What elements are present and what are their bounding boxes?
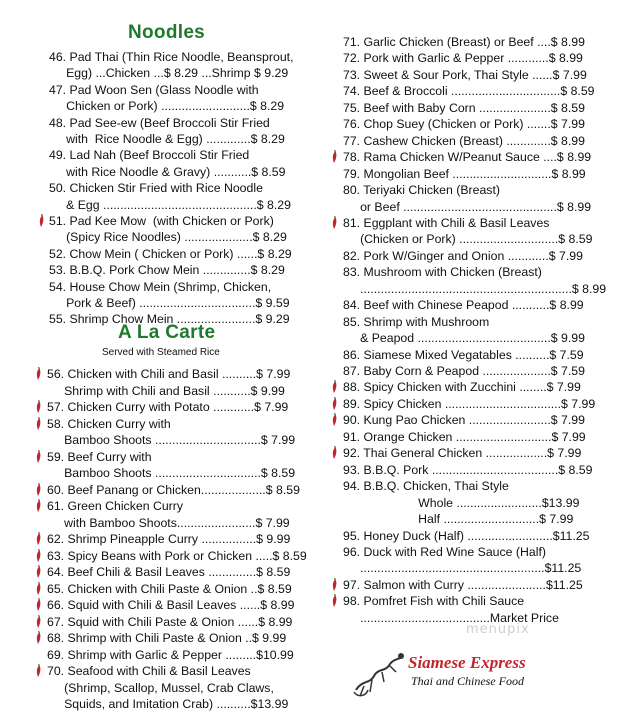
menu-line: 91. Orange Chicken ............................$ 7.99 [343, 429, 586, 444]
menu-line: 66. Squid with Chili & Basil Leaves ......$ 8.99 [47, 598, 295, 612]
chili-pepper-icon [331, 397, 338, 411]
menu-line: (Spicy Rice Noodles) ....................$ 8.29 [49, 230, 287, 245]
watermark: menupix [466, 622, 530, 637]
menu-line: 55. Shrimp Chow Mein .......................$ 9.29 [49, 312, 290, 327]
menu-line: 64. Beef Chili & Basil Leaves ..............$ 8.59 [47, 565, 291, 579]
menu-line: 69. Shrimp with Garlic & Pepper .........$10.99 [47, 647, 294, 662]
section-title-a-la-carte: A La Carte [118, 322, 216, 343]
menu-line: 49. Lad Nah (Beef Broccoli Stir Fried [49, 148, 250, 163]
chili-pepper-icon [35, 631, 42, 645]
menu-line: 72. Pork with Garlic & Pepper ............$ 8.99 [343, 51, 583, 66]
menu-line: (Shrimp, Scallop, Mussel, Crab Claws, [47, 680, 274, 695]
menu-line: 82. Pork W/Ginger and Onion ............$ 7.99 [343, 248, 583, 263]
menu-line: 65. Chicken with Chili Paste & Onion ..$ 8.59 [47, 581, 292, 596]
menu-line: Squids, and Imitation Crab) ..........$13.99 [47, 697, 289, 711]
menu-line: 93. B.B.Q. Pork .....................................$ 8.59 [343, 462, 593, 477]
menu-line: Whole .........................$13.99 [343, 495, 580, 510]
menu-line: 67. Squid with Chili Paste & Onion ......$ 8.99 [47, 614, 293, 629]
menu-line: Bamboo Shoots ...............................$ 8.59 [47, 466, 296, 480]
menu-line: 59. Beef Curry with [47, 449, 152, 464]
chili-pepper-icon [331, 578, 338, 592]
menu-line: 70. Seafood with Chili & Basil Leaves [47, 664, 251, 678]
menu-line: 88. Spicy Chicken with Zucchini ........$ 7.99 [343, 380, 581, 395]
menu-line: ......................................................$11.25 [343, 561, 582, 576]
menu-line: Shrimp with Chili and Basil ...........$ 9.99 [47, 383, 285, 398]
menu-line: 57. Chicken Curry with Potato ............$ 7.99 [47, 400, 289, 414]
menu-line: 83. Mushroom with Chicken (Breast) [343, 265, 542, 280]
chili-pepper-icon [331, 150, 338, 164]
menu-line: 85. Shrimp with Mushroom [343, 314, 490, 329]
menu-line: 58. Chicken Curry with [47, 416, 171, 431]
menu-line: 98. Pomfret Fish with Chili Sauce [343, 594, 525, 609]
menu-line: 86. Siamese Mixed Vegatables ..........$ 7.59 [343, 347, 584, 362]
chili-pepper-icon [35, 450, 42, 464]
chili-pepper-icon [35, 598, 42, 612]
chili-pepper-icon [35, 483, 42, 497]
menu-line: 68. Shrimp with Chili Paste & Onion ..$ 9.99 [47, 631, 287, 645]
chili-pepper-icon [35, 664, 42, 678]
menu-line: 80. Teriyaki Chicken (Breast) [343, 183, 500, 198]
menu-line: & Peapod .......................................$ 9.99 [343, 331, 585, 346]
menu-line: 81. Eggplant with Chili & Basil Leaves [343, 215, 550, 230]
menu-line: 79. Mongolian Beef .............................$ 8.99 [343, 166, 586, 181]
menu-line: with Rice Noodle & Egg) .............$ 8.29 [49, 132, 285, 146]
chili-pepper-icon [331, 594, 338, 608]
menu-line: 61. Green Chicken Curry [47, 499, 184, 513]
menu-line: 87. Baby Corn & Peapod ....................$ 7.59 [343, 364, 585, 378]
menu-line: or Beef .............................................$ 8.99 [343, 199, 592, 214]
chili-pepper-icon [35, 417, 42, 431]
menu-line: ......................................Market Price [343, 610, 559, 625]
menu-line: 77. Cashew Chicken (Breast) .............$ 8.99 [343, 133, 585, 148]
menu-line: 52. Chow Mein ( Chicken or Pork) ......$ 8.29 [49, 246, 292, 261]
menu-line: 51. Pad Kee Mow (with Chicken or Pork) [49, 214, 274, 228]
section-title-noodles: Noodles [128, 22, 206, 43]
chili-pepper-icon [38, 214, 45, 228]
menu-line: 92. Thai General Chicken ..................$ 7.99 [343, 446, 582, 461]
menu-line: Pork & Beef) ..................................$ 9.59 [49, 296, 290, 310]
menu-line: with Bamboo Shoots.......................$ 7.99 [47, 515, 290, 530]
dragon-logo-icon [350, 650, 406, 700]
menu-line: 94. B.B.Q. Chicken, Thai Style [343, 479, 509, 494]
chili-pepper-icon [35, 400, 42, 414]
chili-pepper-icon [331, 380, 338, 394]
brand-tagline: Thai and Chinese Food [411, 674, 524, 688]
chili-pepper-icon [331, 413, 338, 427]
menu-line: ..............................................................$ 8.99 [343, 281, 607, 296]
menu-line: & Egg .............................................$ 8.29 [49, 197, 291, 212]
menu-line: 63. Spicy Beans with Pork or Chicken .....$ 8.59 [47, 548, 307, 563]
menu-line: Bamboo Shoots ...............................$ 7.99 [47, 433, 296, 447]
menu-line: 90. Kung Pao Chicken ........................$ 7.99 [343, 413, 585, 428]
menu-line: 60. Beef Panang or Chicken...................$ 8.59 [47, 482, 300, 497]
chili-pepper-icon [35, 582, 42, 596]
menu-line: 53. B.B.Q. Pork Chow Mein ..............$ 8.29 [49, 263, 285, 278]
chili-pepper-icon [35, 615, 42, 629]
menu-line: 73. Sweet & Sour Pork, Thai Style ......$ 7.99 [343, 67, 587, 82]
menu-line: with Rice Noodle & Gravy) ...........$ 8.59 [49, 164, 286, 179]
menu-line: 62. Shrimp Pineapple Curry ................$ 9.99 [47, 532, 291, 546]
menu-line: 46. Pad Thai (Thin Rice Noodle, Beansprout, [49, 50, 294, 64]
menu-line: 78. Rama Chicken W/Peanut Sauce ....$ 8.99 [343, 150, 592, 165]
menu-line: Egg) ...Chicken ...$ 8.29 ...Shrimp $ 9.29 [49, 66, 289, 81]
chili-pepper-icon [35, 532, 42, 546]
menu-line: 56. Chicken with Chili and Basil ..........$ 7.99 [47, 367, 291, 381]
menu-line: 84. Beef with Chinese Peapod ...........$ 8.99 [343, 298, 584, 313]
menu-line: 95. Honey Duck (Half) .........................$11.25 [343, 528, 590, 543]
menu-line: 71. Garlic Chicken (Breast) or Beef ....$ 8.99 [343, 35, 585, 49]
chili-pepper-icon [331, 216, 338, 230]
chili-pepper-icon [35, 549, 42, 563]
menu-line: 50. Chicken Stir Fried with Rice Noodle [49, 181, 263, 196]
menu-line: 75. Beef with Baby Corn .....................$ 8.59 [343, 100, 585, 115]
chili-pepper-icon [35, 499, 42, 513]
menu-line: 54. House Chow Mein (Shrimp, Chicken, [49, 279, 272, 294]
section-subtitle: Served with Steamed Rice [102, 347, 220, 358]
chili-pepper-icon [35, 367, 42, 381]
chili-pepper-icon [331, 446, 338, 460]
menu-line: (Chicken or Pork) .............................$ 8.59 [343, 232, 593, 247]
brand-name: Siamese Express [408, 653, 526, 672]
menu-line: 89. Spicy Chicken ..................................$ 7.99 [343, 396, 596, 411]
menu-line: 96. Duck with Red Wine Sauce (Half) [343, 544, 546, 559]
menu-line: Half ............................$ 7.99 [343, 512, 574, 527]
menu-line: 47. Pad Woon Sen (Glass Noodle with [49, 82, 259, 97]
menu-line: 48. Pad See-ew (Beef Broccoli Stir Fried [49, 115, 270, 130]
menu-line: 74. Beef & Broccoli ................................$ 8.59 [343, 84, 595, 99]
chili-pepper-icon [35, 565, 42, 579]
menu-line: Chicken or Pork) ..........................$ 8.29 [49, 99, 285, 114]
menu-line: 76. Chop Suey (Chicken or Pork) .......$ 7.99 [343, 117, 585, 132]
menu-line: 97. Salmon with Curry .......................$11.25 [343, 577, 583, 592]
